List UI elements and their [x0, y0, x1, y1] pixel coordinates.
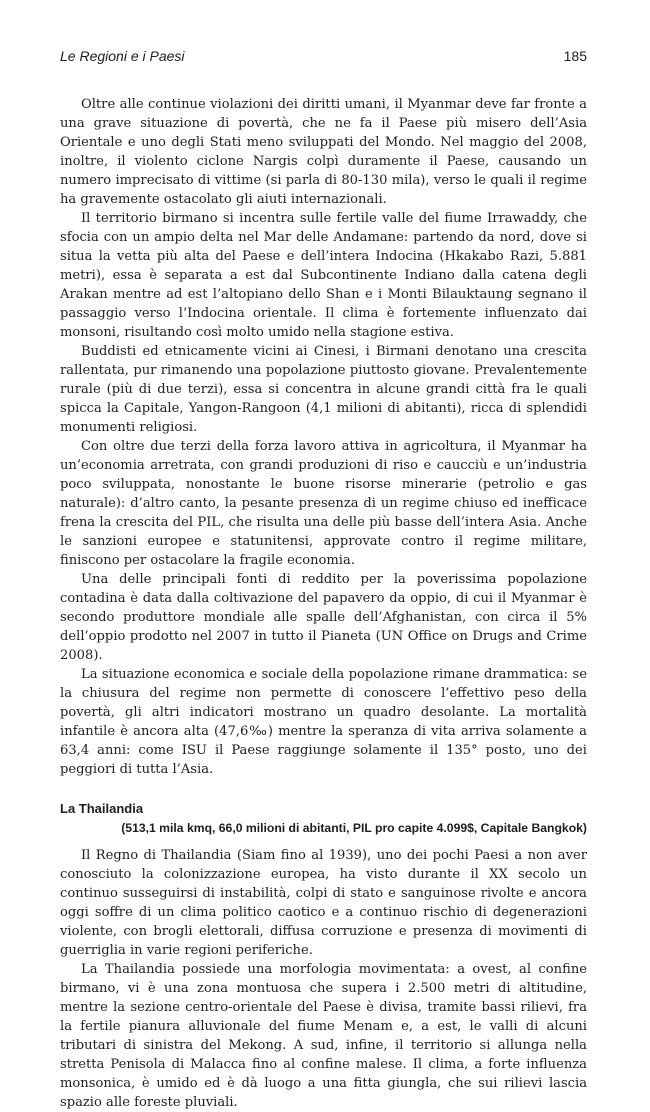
running-title: Le Regioni e i Paesi: [60, 48, 185, 64]
paragraph: Con oltre due terzi della forza lavoro attiva in agricoltura, il Myanmar ha un’economia arretrata, con grandi produzioni di riso e caucciù e un’industria poco sviluppata, nonostante le buone risorse minerarie (petrolio e gas naturale): d’altro canto, la pesante presenza di un regime chiuso ed inefficace frena la crescita del PIL, che risulta una delle più basse dell’intera Asia. Anche le sanzioni europee e statunitensi, approvate contro il regime militare, finiscono per ostacolare la fragile economia.: [60, 439, 587, 568]
body-text: [60, 95, 587, 1112]
section-title: La Thailandia: [60, 801, 144, 816]
paragraph: La situazione economica e sociale della popolazione rimane drammatica: se la chiusura del regime non permette di conoscere l’effettivo peso della povertà, gli altri indicatori mostrano un quadro desolante. La mortalità infantile è ancora alta (47,6‰) mentre la speranza di vita arriva solamente a 63,4 anni: come ISU il Paese raggiunge solamente il 135° posto, uno dei peggiori di tutta l’Asia.: [60, 667, 587, 777]
paragraph: Oltre alle continue violazioni dei diritti umani, il Myanmar deve far fronte a una grave situazione di povertà, che ne fa il Paese più misero dell’Asia Orientale e uno degli Stati meno sviluppati del Mondo. Nel maggio del 2008, inoltre, il violento ciclone Nargis colpì duramente il Paese, causando un numero imprecisato di vittime (si parla di 80-130 mila), verso le quali il regime ha gravemente ostacolato gli aiuti internazionali.: [60, 97, 587, 207]
paragraph: Il territorio birmano si incentra sulle fertile valle del fiume Irrawaddy, che sfocia con un ampio delta nel Mar delle Andamane: partendo da nord, dove si situa la vetta più alta del Paese e dell’intera Indocina (Hkakabo Razi, 5.881 metri), essa è separata a est dal Subcontinente Indiano dalla catena degli Arakan mentre ad est l’altopiano dello Shan e i Monti Bilauktaung segnano il passaggio verso l’Indocina orientale. Il clima è fortemente influenzato dai monsoni, risultando così molto umido nella stagione estiva.: [60, 211, 587, 340]
section-heading: [60, 800, 587, 838]
paragraph: La Thailandia possiede una morfologia movimentata: a ovest, al confine birmano, vi è una zona montuosa che supera i 2.500 metri di altitudine, mentre la sezione centro-orientale del Paese è divisa, tramite bassi rilievi, fra la fertile pianura alluvionale del fiume Menam e, a est, le valli di alcuni tributari di sinistra del Mekong. A sud, infine, il territorio si allunga nella stretta Penisola di Malacca fino al confine malese. Il clima, a forte influenza monsonica, è umido ed è dà luogo a una fitta giungla, che sui rilievi lascia spazio alle foreste pluviali.: [60, 962, 587, 1110]
running-header: [60, 48, 587, 68]
paragraph: Una delle principali fonti di reddito per la poverissima popolazione contadina è data dalla coltivazione del papavero da oppio, di cui il Myanmar è secondo produttore mondiale alle spalle dell’Afghanistan, con circa il 5% dell’oppio prodotto nel 2007 in tutto il Pianeta (UN Office on Drugs and Crime 2008).: [60, 572, 587, 663]
page-number: 185: [563, 48, 587, 64]
section-subtitle: (513,1 mila kmq, 66,0 milioni di abitanti, PIL pro capite 4.099$, Capitale Bangkok): [121, 821, 587, 835]
paragraph: Il Regno di Thailandia (Siam fino al 1939), uno dei pochi Paesi a non aver conosciuto la colonizzazione europea, ha visto durante il XX secolo un continuo susseguirsi di instabilità, colpi di stato e sanguinose rivolte e ancora oggi soffre di un clima politico caotico e a continuo rischio di degenerazioni violente, con brogli elettorali, diffusa corruzione e presenza di movimenti di guerriglia in varie regioni periferiche.: [60, 848, 587, 958]
paragraph: Buddisti ed etnicamente vicini ai Cinesi, i Birmani denotano una crescita rallentata, pur rimanendo una popolazione piuttosto giovane. Prevalentemente rurale (più di due terzi), essa si concentra in alcune grandi città fra le quali spicca la Capitale, Yangon-Rangoon (4,1 milioni di abitanti), ricca di splendidi monumenti religiosi.: [60, 344, 587, 435]
